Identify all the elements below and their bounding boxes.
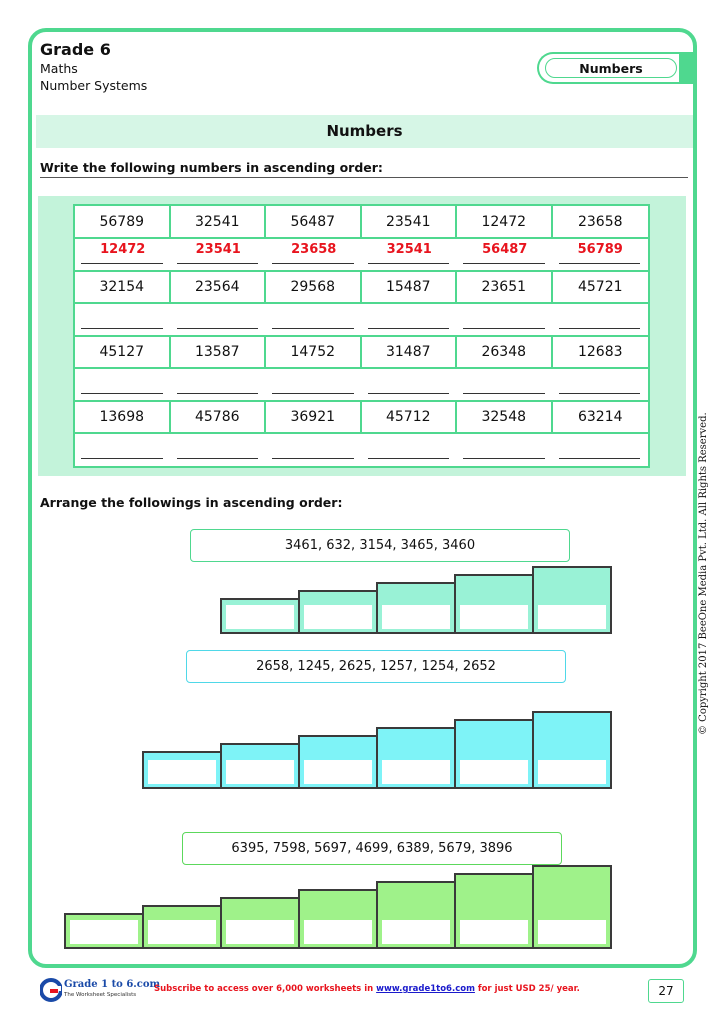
stair-answer-slot[interactable] <box>382 605 450 629</box>
stair-step <box>220 598 300 634</box>
stair-step <box>142 751 222 789</box>
section1-instruction: Write the following numbers in ascending order: <box>40 160 383 175</box>
logo-name: Grade 1 to 6.com <box>64 979 161 990</box>
grid-number: 14752 <box>266 336 362 369</box>
grade-label: Grade 6 <box>40 40 111 59</box>
grid-number: 45127 <box>75 336 171 369</box>
grid-number: 26348 <box>457 336 553 369</box>
answer-line <box>368 458 450 459</box>
stair-step <box>454 719 534 789</box>
grid-number: 12683 <box>553 336 649 369</box>
grid-number: 32154 <box>75 271 171 304</box>
stair-answer-slot[interactable] <box>382 920 450 944</box>
stair-step <box>454 873 534 949</box>
grid-cell <box>171 206 267 271</box>
stair-step <box>220 897 300 949</box>
stair-step <box>64 913 144 949</box>
grid-number: 23564 <box>171 271 267 304</box>
answer-value[interactable]: 56789 <box>577 242 623 257</box>
answer-line <box>368 393 450 394</box>
copyright-notice: © Copyright 2017 BeeOne Media Pvt. Ltd. All Rights Reserved. <box>698 412 709 735</box>
grid-number: 29568 <box>266 271 362 304</box>
grid-cell <box>266 271 362 336</box>
grid-row <box>75 401 648 466</box>
number-list-box: 6395, 7598, 5697, 4699, 6389, 5679, 3896 <box>182 832 562 865</box>
stair-answer-slot[interactable] <box>538 605 606 629</box>
answer-line <box>272 328 354 329</box>
stair-step <box>376 881 456 949</box>
grid-cell <box>553 271 649 336</box>
answer-line <box>463 458 545 459</box>
grid-number: 13587 <box>171 336 267 369</box>
stair-step <box>142 905 222 949</box>
answer-value[interactable]: 23658 <box>291 242 337 257</box>
stair-answer-slot[interactable] <box>226 605 294 629</box>
grid-cell <box>266 206 362 271</box>
answer-line <box>368 263 450 264</box>
grid-number: 15487 <box>362 271 458 304</box>
answer-line <box>559 263 641 264</box>
subscribe-text-start: Subscribe to access over 6,000 worksheets in <box>154 984 377 994</box>
stair-step <box>532 711 612 789</box>
grid-number: 63214 <box>553 401 649 434</box>
answer-line <box>177 458 259 459</box>
grid-number: 12472 <box>457 206 553 239</box>
topic-tab-label: Numbers <box>545 58 677 78</box>
answer-line <box>81 393 163 394</box>
site-logo[interactable] <box>40 977 161 1005</box>
grid-number: 45712 <box>362 401 458 434</box>
answer-line <box>368 328 450 329</box>
answer-line <box>81 328 163 329</box>
stair-answer-slot[interactable] <box>460 605 528 629</box>
topic-tab-accent <box>679 54 697 82</box>
grid-cell <box>75 336 171 401</box>
number-list-box: 2658, 1245, 2625, 1257, 1254, 2652 <box>186 650 566 683</box>
grid-number: 31487 <box>362 336 458 369</box>
number-list-box: 3461, 632, 3154, 3465, 3460 <box>190 529 570 562</box>
stair-answer-slot[interactable] <box>148 920 216 944</box>
grid-cell <box>362 401 458 466</box>
stair-step <box>532 566 612 634</box>
stair-answer-slot[interactable] <box>226 760 294 784</box>
answer-line <box>177 263 259 264</box>
grid-number: 23541 <box>362 206 458 239</box>
grid-cell <box>362 271 458 336</box>
grid-cell <box>457 336 553 401</box>
grid-cell <box>266 336 362 401</box>
answer-line <box>559 393 641 394</box>
grid-cell <box>457 206 553 271</box>
answer-value[interactable]: 23541 <box>195 242 241 257</box>
answer-line <box>81 458 163 459</box>
stair-answer-slot[interactable] <box>538 760 606 784</box>
grid-cell <box>266 401 362 466</box>
stair-answer-slot[interactable] <box>148 760 216 784</box>
grid-cell <box>553 401 649 466</box>
stair-answer-slot[interactable] <box>304 760 372 784</box>
answer-line <box>272 263 354 264</box>
stair-step <box>454 574 534 634</box>
grid-cell <box>171 271 267 336</box>
stair-step <box>298 590 378 634</box>
grid-row <box>75 271 648 336</box>
stair-answer-slot[interactable] <box>304 920 372 944</box>
stair-answer-slot[interactable] <box>460 920 528 944</box>
grid-number: 36921 <box>266 401 362 434</box>
stair-step <box>376 727 456 789</box>
answer-value[interactable]: 56487 <box>482 242 528 257</box>
grid-cell <box>171 401 267 466</box>
stair-answer-slot[interactable] <box>538 920 606 944</box>
answer-line <box>463 393 545 394</box>
answer-line <box>272 393 354 394</box>
grid-row <box>75 336 648 401</box>
grid-number: 23658 <box>553 206 649 239</box>
grid-number: 45786 <box>171 401 267 434</box>
stair-answer-slot[interactable] <box>226 920 294 944</box>
answer-line <box>463 263 545 264</box>
topic-tab <box>537 52 697 84</box>
grid-cell <box>75 401 171 466</box>
subject-label: Maths <box>40 61 78 76</box>
stair-answer-slot[interactable] <box>382 760 450 784</box>
grid-number: 32541 <box>171 206 267 239</box>
answer-line <box>177 328 259 329</box>
page-number: 27 <box>648 979 684 1003</box>
topic-label: Number Systems <box>40 78 148 93</box>
subscribe-text <box>154 984 580 994</box>
answer-line <box>559 328 641 329</box>
stair-step <box>376 582 456 634</box>
grid-cell <box>75 206 171 271</box>
grid-number: 13698 <box>75 401 171 434</box>
logo-tagline: The Worksheet Specialists <box>64 992 137 998</box>
grid-number: 56789 <box>75 206 171 239</box>
grid-cell <box>362 336 458 401</box>
subscribe-text-end: for just USD 25/ year. <box>474 984 580 994</box>
answer-line <box>559 458 641 459</box>
grid-cell <box>457 271 553 336</box>
grid-number: 56487 <box>266 206 362 239</box>
answer-value[interactable]: 32541 <box>386 242 432 257</box>
stair-step <box>532 865 612 949</box>
section1-divider <box>40 177 688 178</box>
grid-number: 45721 <box>553 271 649 304</box>
stair-step <box>220 743 300 789</box>
grid-cell <box>553 206 649 271</box>
logo-g-icon <box>40 977 62 1003</box>
stair-answer-slot[interactable] <box>304 605 372 629</box>
grid-cell <box>553 336 649 401</box>
number-grid <box>73 204 650 468</box>
stair-step <box>298 889 378 949</box>
subscribe-link[interactable]: www.grade1to6.com <box>376 984 475 994</box>
answer-value[interactable]: 12472 <box>100 242 146 257</box>
grid-cell <box>457 401 553 466</box>
grid-cell <box>362 206 458 271</box>
grid-row <box>75 206 648 271</box>
answer-line <box>463 328 545 329</box>
grid-cell <box>75 271 171 336</box>
answer-line <box>272 458 354 459</box>
grid-number: 32548 <box>457 401 553 434</box>
stair-step <box>298 735 378 789</box>
section2-instruction: Arrange the followings in ascending order: <box>40 495 343 510</box>
page-title: Numbers <box>36 115 693 148</box>
answer-line <box>177 393 259 394</box>
stair-answer-slot[interactable] <box>460 760 528 784</box>
answer-line <box>81 263 163 264</box>
grid-number: 23651 <box>457 271 553 304</box>
grid-cell <box>171 336 267 401</box>
stair-answer-slot[interactable] <box>70 920 138 944</box>
